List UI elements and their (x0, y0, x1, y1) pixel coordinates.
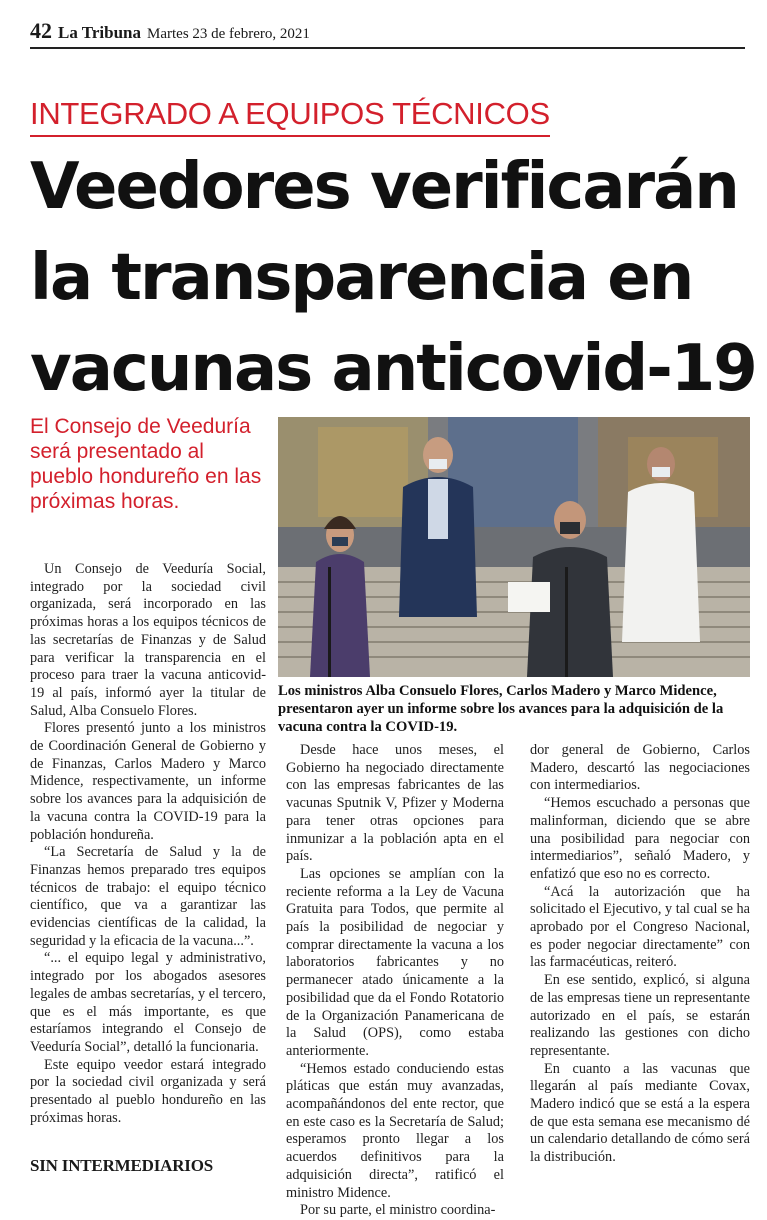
paragraph: “... el equipo legal y administrativo, integrado por los abogados asesores legales de ambas secretarías, y el tercero, que es el más importante, es que estaríamos integrando el Consejo de Veeduría Social”, detalló la funcionaria. (30, 950, 266, 1055)
paragraph: “Acá la autorización que ha solicitado el Ejecutivo, y tal cual se ha aprobado por el Congreso Nacional, es poder negociar directamente” con las farmacéuticas, reiteró. (530, 883, 750, 971)
photo-caption: Los ministros Alba Consuelo Flores, Carlos Madero y Marco Midence, presentaron ayer un informe sobre los avances para la adquisición de la vacuna contra la COVID-19. (278, 683, 724, 735)
issue-date: Martes 23 de febrero, 2021 (147, 26, 310, 42)
paragraph: En cuanto a las vacunas que llegarán al país mediante Covax, Madero indicó que se está a la espera de que esta semana ese mecanismo dé un calendario detallando de cómo será la distribución. (530, 1060, 750, 1166)
deck: El Consejo de Veeduría será presentado al pueblo hondureño en las próximas horas. (30, 415, 262, 513)
news-photo (278, 417, 750, 677)
paragraph: “Hemos estado conduciendo estas pláticas que están muy avanzadas, acompañándonos del ente rector, que en este caso es la Secretaría de Salud; esperamos pronto llegar a los acuerdos definitivos para la adquisición directa”, ratificó el ministro Midence. (286, 1060, 504, 1201)
paragraph: Por su parte, el ministro coordina- (300, 1202, 496, 1219)
headline-line-1: Veedores verificarán (30, 150, 738, 224)
folio (30, 18, 310, 46)
paragraph: Las opciones se amplían con la reciente reforma a la Ley de Vacuna Gratuita para Todos, que permite al país la posibilidad de negociar y comprar directamente la vacuna a los laboratorios fabricantes y no permanecer atado únicamente a la posibilidad que da el Fondo Rotatorio de la Organización Panamericana de la Salud (OPS), como estaba anteriormente. (286, 865, 504, 1059)
headline-line-3: vacunas anticovid-19 (30, 332, 756, 406)
paragraph: Este equipo veedor estará integrado por la sociedad civil organizada y será presentado al pueblo hondureño en las próximas horas. (30, 1056, 266, 1126)
page-number: 42 (30, 18, 52, 43)
body-column-3 (530, 742, 750, 1167)
paragraph: En ese sentido, explicó, si alguna de las empresas tiene un representante autorizado en el país, se estarán realizando las gestiones con dicho representante. (530, 972, 750, 1059)
headline-line-2: la transparencia en (30, 241, 693, 315)
paragraph: Flores presentó junto a los ministros de Coordinación General de Gobierno y de Finanzas, Carlos Madero y Marco Midence, respectivamente, un informe sobre los avances para la adquisición de la vacuna contra la COVID-19 para la población hondureña. (30, 720, 266, 843)
body-column-1 (30, 561, 266, 1128)
paragraph: Desde hace unos meses, el Gobierno ha negociado directamente con las empresas fabricantes de las vacunas Sputnik V, Pfizer y Moderna para tener otras opciones para inmunizar a la población apta en el país. (286, 742, 504, 865)
body-column-2 (286, 742, 504, 1220)
paragraph: Un Consejo de Veeduría Social, integrado por la sociedad civil organizada, será incorporado en las próximas horas a los equipos técnicos de las secretarías de Finanzas y de Salud para verificar la transparencia en el proceso para traer la vacuna anticovid-19 al país, informó ayer la titular de Salud, Alba Consuelo Flores. (30, 561, 266, 719)
paragraph: dor general de Gobierno, Carlos Madero, descartó las negociaciones con intermediarios. (530, 742, 750, 794)
newspaper-name: La Tribuna (58, 23, 141, 42)
top-rule (30, 47, 745, 49)
kicker: INTEGRADO A EQUIPOS TÉCNICOS (30, 96, 550, 137)
subhead: SIN INTERMEDIARIOS (30, 1156, 213, 1175)
headline (30, 142, 756, 415)
paragraph: “Hemos escuchado a personas que malinforman, diciendo que se abre una posibilidad para negociar con intermediarios”, señaló Madero, y enfatizó que eso no es correcto. (530, 795, 750, 882)
paragraph: “La Secretaría de Salud y la de Finanzas hemos preparado tres equipos técnicos de trabajo: el equipo técnico científico, que va a garantizar las evidencias científicas de la calidad, la seguridad y la eficacia de la vacuna...”. (30, 844, 266, 949)
